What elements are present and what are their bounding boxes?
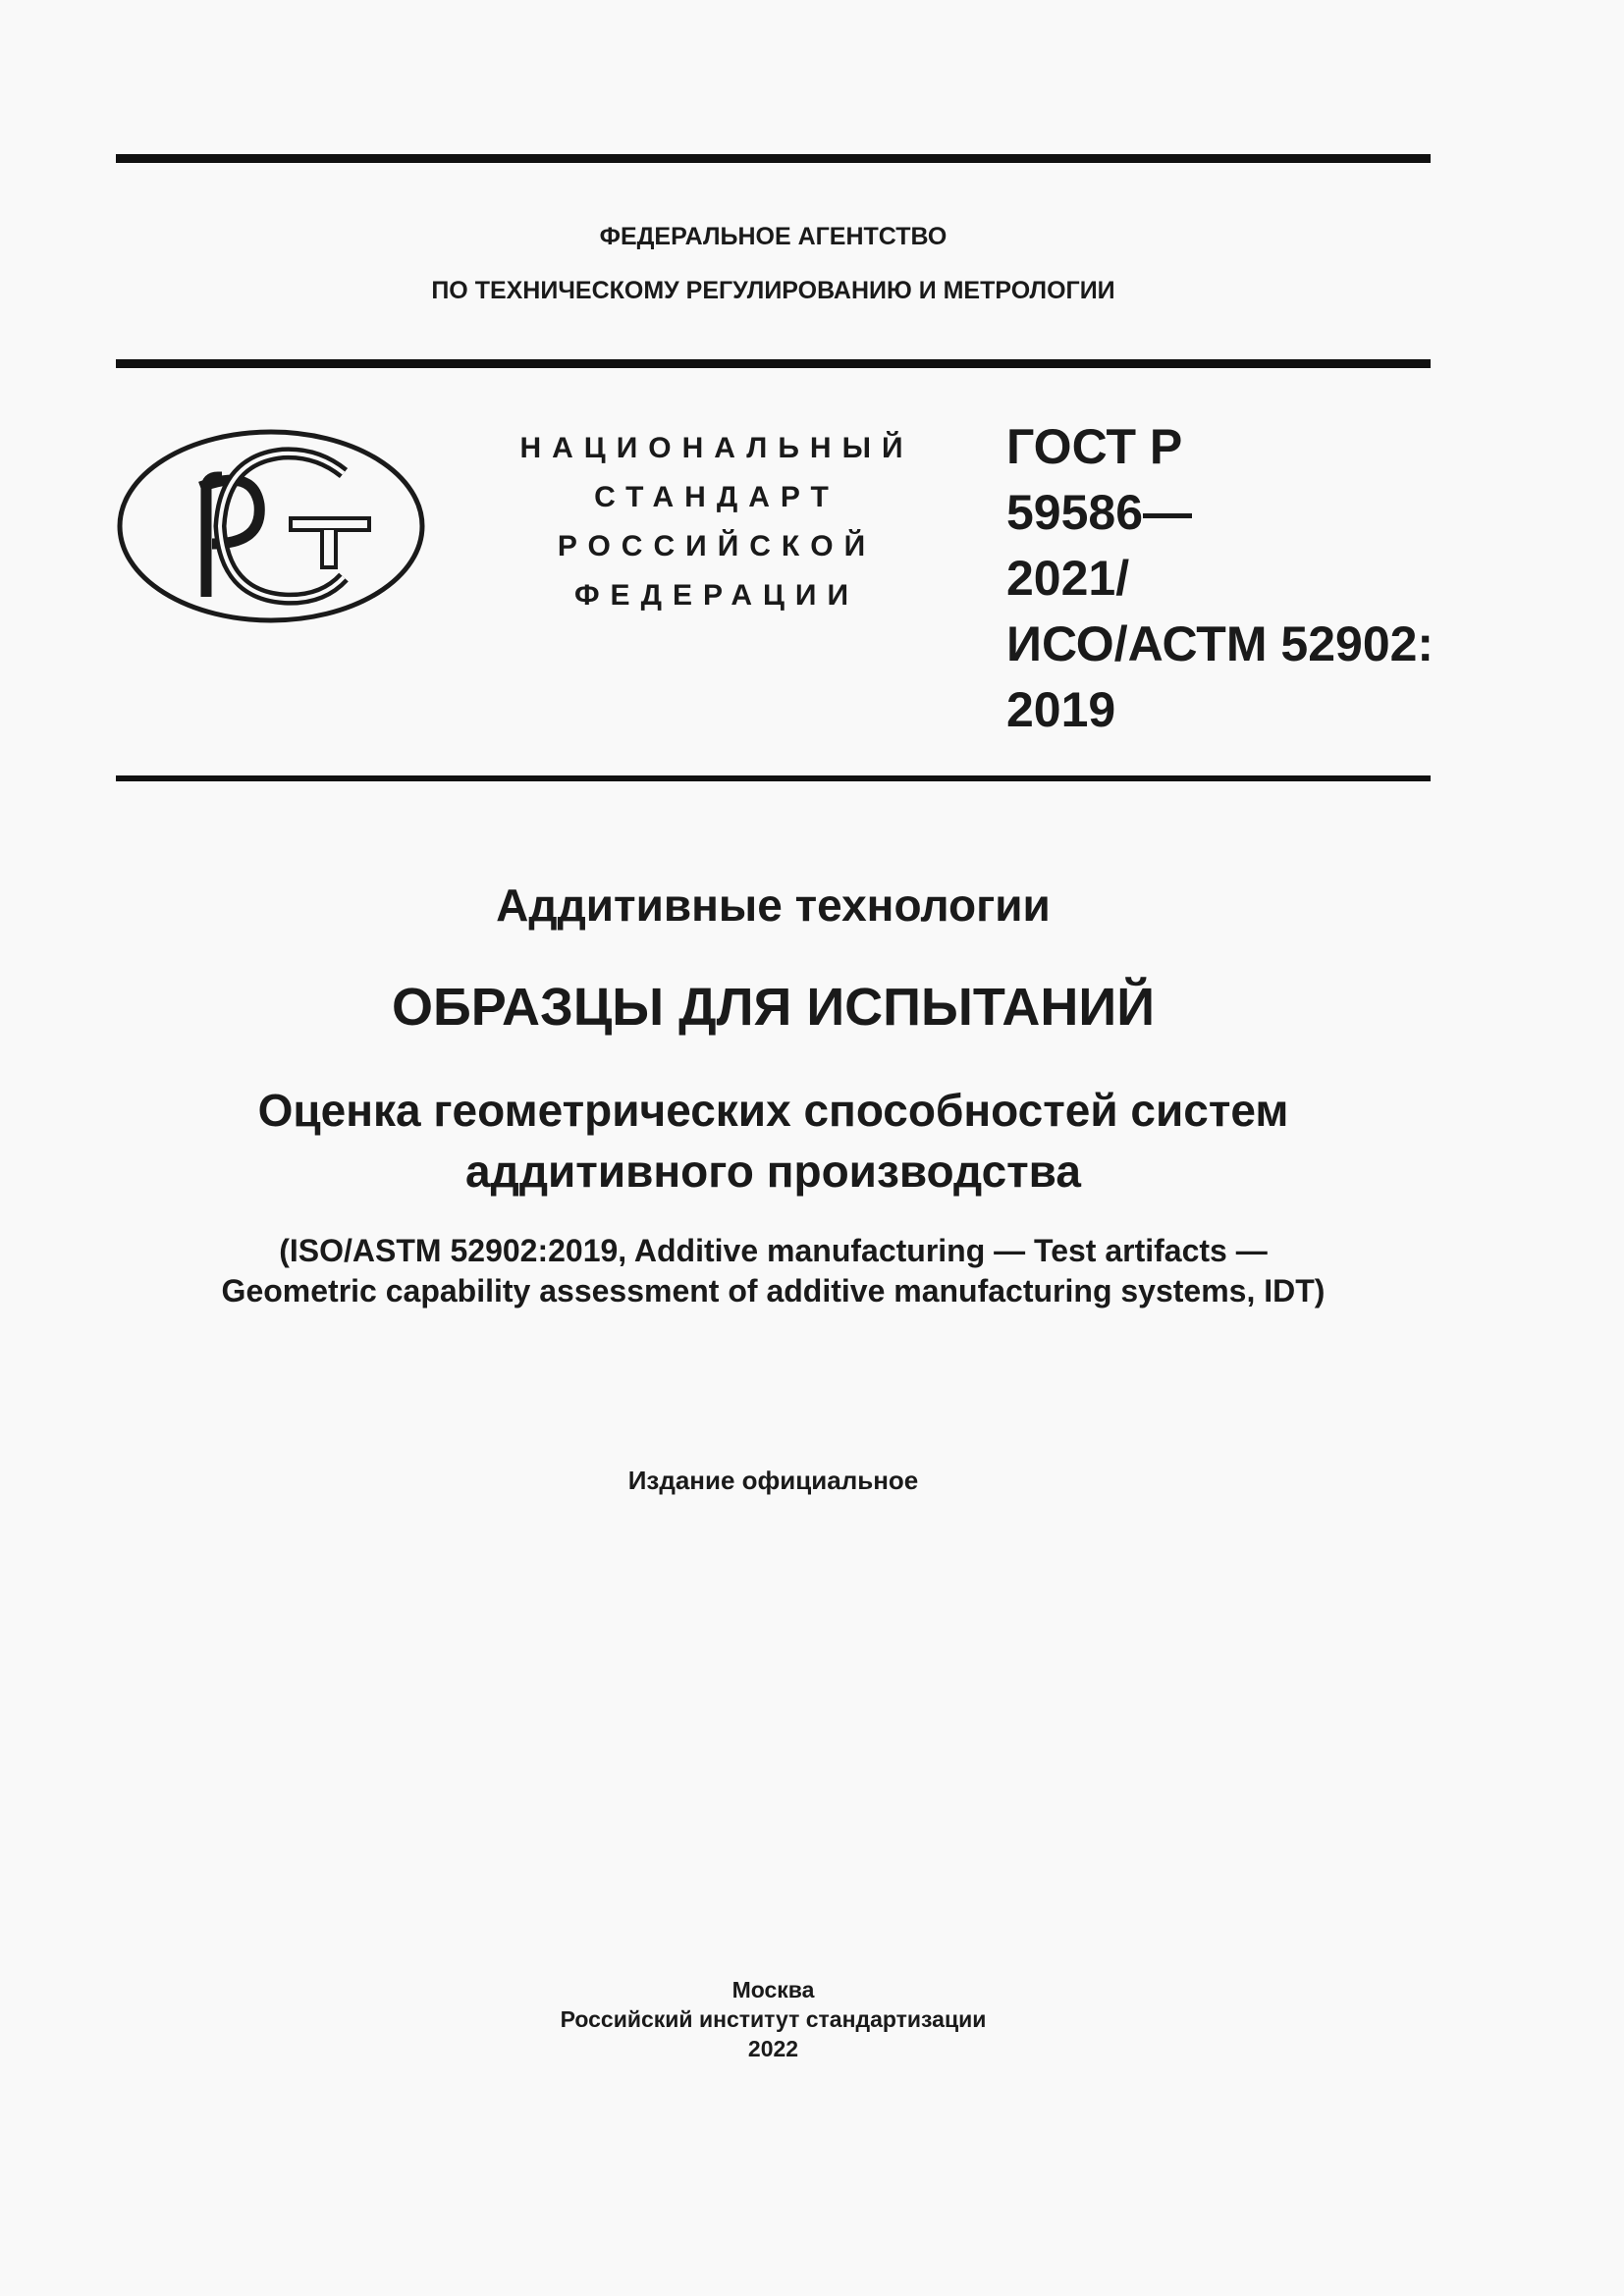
imprint-city: Москва: [731, 1977, 815, 2002]
designation-line-2: 59586—: [1006, 485, 1193, 540]
original-line-2: Geometric capability assessment of additive manufacturing systems, IDT): [221, 1273, 1326, 1308]
designation-line-5: 2019: [1006, 682, 1116, 737]
imprint-year: 2022: [747, 2036, 799, 2061]
designation-line-4: ИСО/АСТМ 52902:: [1006, 616, 1435, 671]
subtitle-line-1: Оценка геометрических способностей систем: [257, 1085, 1289, 1136]
national-standard-block: [481, 424, 952, 620]
national-standard-line-4: ФЕДЕРАЦИИ: [573, 579, 860, 612]
imprint: [116, 1975, 1431, 2063]
document-subtitle: [116, 1080, 1431, 1201]
standard-designation: [1006, 414, 1438, 743]
imprint-publisher: Российский институт стандартизации: [560, 2006, 987, 2032]
designation-line-3: 2021/: [1006, 551, 1130, 606]
top-rule: [116, 154, 1431, 163]
document-title: ОБРАЗЦЫ ДЛЯ ИСПЫТАНИЙ: [391, 978, 1156, 1037]
original-standard-reference: [116, 1231, 1431, 1311]
agency-line-2: ПО ТЕХНИЧЕСКОМУ РЕГУЛИРОВАНИЮ И МЕТРОЛОГИИ: [431, 277, 1115, 304]
agency-rule: [116, 359, 1431, 368]
subtitle-line-2: аддитивного производства: [465, 1146, 1081, 1197]
designation-line-1: ГОСТ Р: [1006, 419, 1183, 474]
national-standard-line-3: РОССИЙСКОЙ: [557, 530, 877, 562]
header-bottom-rule: [116, 775, 1431, 781]
original-line-1: (ISO/ASTM 52902:2019, Additive manufacturing — Test artifacts —: [279, 1233, 1268, 1268]
document-subject: Аддитивные технологии: [496, 880, 1051, 931]
national-standard-line-1: НАЦИОНАЛЬНЫЙ: [519, 432, 914, 464]
edition-note: Издание официальное: [627, 1466, 919, 1495]
national-standard-line-2: СТАНДАРТ: [594, 481, 839, 513]
agency-line-1: ФЕДЕРАЛЬНОЕ АГЕНТСТВО: [599, 223, 947, 250]
rst-logo-icon: [116, 428, 426, 624]
